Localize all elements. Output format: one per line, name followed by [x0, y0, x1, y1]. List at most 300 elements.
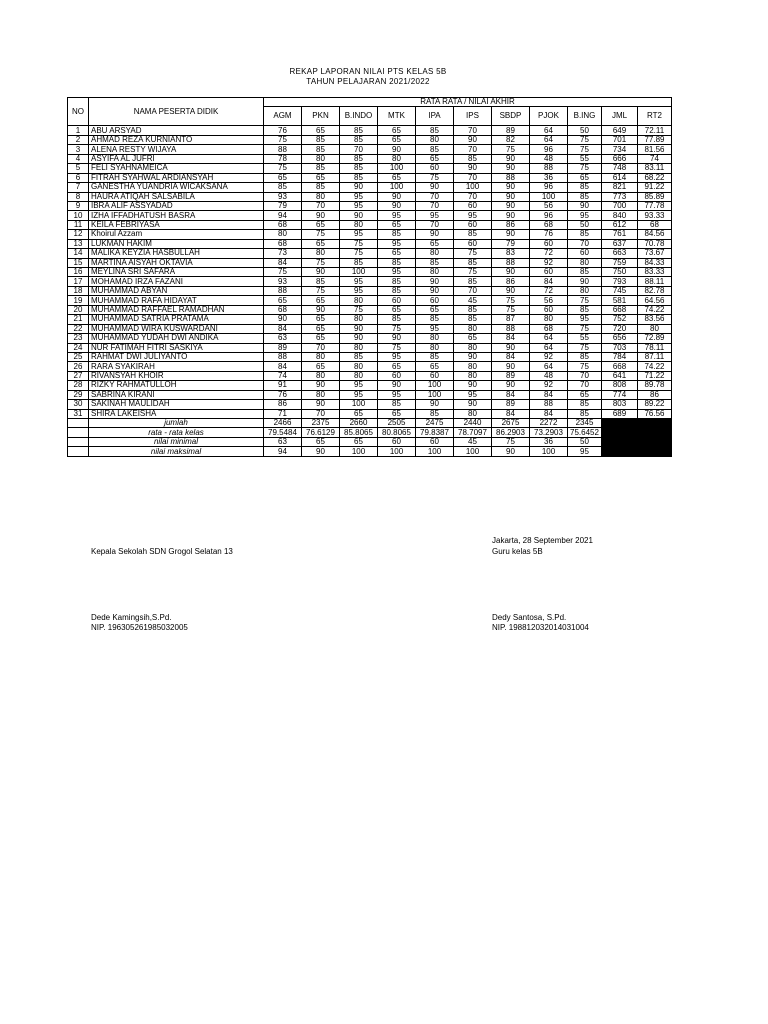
- score-cell: 80: [340, 371, 378, 380]
- score-cell: 85: [378, 277, 416, 286]
- score-cell: 85: [340, 258, 378, 267]
- score-cell: 90: [378, 192, 416, 201]
- score-cell: 87: [492, 315, 530, 324]
- score-cell: 840: [602, 211, 638, 220]
- score-cell: 90: [454, 352, 492, 361]
- score-cell: 45: [454, 296, 492, 305]
- summary-cell: 60: [378, 437, 416, 446]
- summary-cell: 73.2903: [530, 428, 568, 437]
- score-cell: 75: [302, 230, 340, 239]
- score-cell: 83.33: [638, 268, 672, 277]
- summary-cell: 85.8065: [340, 428, 378, 437]
- score-cell: 85: [568, 268, 602, 277]
- score-cell: 641: [602, 371, 638, 380]
- row-number: 8: [68, 192, 89, 201]
- header-name: NAMA PESERTA DIDIK: [89, 98, 264, 126]
- score-cell: 60: [530, 305, 568, 314]
- student-name: KEILA FEBRIYASA: [89, 220, 264, 229]
- score-cell: 50: [568, 126, 602, 135]
- score-cell: 649: [602, 126, 638, 135]
- score-cell: 55: [568, 334, 602, 343]
- summary-cell: 79.5484: [264, 428, 302, 437]
- score-cell: 701: [602, 135, 638, 144]
- score-cell: 85: [416, 126, 454, 135]
- score-cell: 90: [264, 315, 302, 324]
- score-cell: 80: [530, 315, 568, 324]
- student-name: MOHAMAD IRZA FAZANI: [89, 277, 264, 286]
- score-cell: 88: [264, 352, 302, 361]
- summary-row: [68, 437, 672, 446]
- score-cell: 90: [302, 305, 340, 314]
- score-cell: 65: [302, 296, 340, 305]
- score-cell: 95: [454, 211, 492, 220]
- score-cell: 72: [530, 286, 568, 295]
- score-cell: 65: [416, 239, 454, 248]
- score-cell: 68: [264, 305, 302, 314]
- row-number: 9: [68, 201, 89, 210]
- row-number: 11: [68, 220, 89, 229]
- score-cell: 65: [302, 220, 340, 229]
- score-cell: 90: [492, 164, 530, 173]
- row-number: 19: [68, 296, 89, 305]
- score-cell: 95: [340, 390, 378, 399]
- score-cell: 85.89: [638, 192, 672, 201]
- score-cell: 60: [378, 296, 416, 305]
- table-row: [68, 305, 672, 314]
- score-cell: 84: [530, 277, 568, 286]
- score-cell: 83.11: [638, 164, 672, 173]
- score-cell: 86: [638, 390, 672, 399]
- score-cell: 90: [378, 381, 416, 390]
- summary-cell: 78.7097: [454, 428, 492, 437]
- score-cell: 65: [378, 173, 416, 182]
- score-cell: 70: [302, 409, 340, 418]
- score-cell: 90: [378, 334, 416, 343]
- score-cell: 84: [492, 390, 530, 399]
- summary-spacer: [68, 428, 89, 437]
- student-name: GANESTHA YUANDRIA WICAKSANA: [89, 183, 264, 192]
- row-number: 4: [68, 154, 89, 163]
- student-name: IZHA IFFADHATUSH BASRA: [89, 211, 264, 220]
- student-name: FELI SYAHNAMEICA: [89, 164, 264, 173]
- score-cell: 96: [530, 211, 568, 220]
- score-cell: 90: [454, 135, 492, 144]
- score-cell: 56: [530, 296, 568, 305]
- score-cell: 80: [302, 352, 340, 361]
- score-cell: 70: [454, 192, 492, 201]
- score-cell: 80: [416, 249, 454, 258]
- score-cell: 89.22: [638, 400, 672, 409]
- score-cell: 75: [568, 343, 602, 352]
- student-name: MEYLINA SRI SAFARA: [89, 268, 264, 277]
- blacked-out-cell: [602, 419, 672, 457]
- score-cell: 80: [416, 343, 454, 352]
- student-name: AHMAD REZA KURNIANTO: [89, 135, 264, 144]
- score-cell: 803: [602, 400, 638, 409]
- score-cell: 75: [568, 296, 602, 305]
- score-cell: 720: [602, 324, 638, 333]
- score-cell: 84: [492, 352, 530, 361]
- score-cell: 668: [602, 305, 638, 314]
- score-cell: 92: [530, 352, 568, 361]
- score-cell: 88: [492, 173, 530, 182]
- row-number: 23: [68, 334, 89, 343]
- student-name: MUHAMMAD ABYAN: [89, 286, 264, 295]
- header-subject: MTK: [378, 107, 416, 126]
- table-row: [68, 371, 672, 380]
- score-cell: 95: [416, 324, 454, 333]
- summary-cell: 36: [530, 437, 568, 446]
- header-subject: SBDP: [492, 107, 530, 126]
- score-cell: 55: [568, 154, 602, 163]
- score-cell: 86: [492, 277, 530, 286]
- grades-table: [67, 97, 672, 457]
- score-cell: 64: [530, 362, 568, 371]
- score-cell: 70: [568, 371, 602, 380]
- score-cell: 70.78: [638, 239, 672, 248]
- score-cell: 90: [454, 381, 492, 390]
- score-cell: 85: [302, 164, 340, 173]
- summary-cell: 2466: [264, 419, 302, 428]
- summary-label: rata - rata kelas: [89, 428, 264, 437]
- score-cell: 88: [530, 400, 568, 409]
- score-cell: 85: [454, 230, 492, 239]
- score-cell: 87.11: [638, 352, 672, 361]
- student-name: LUKMAN HAKIM: [89, 239, 264, 248]
- student-name: ALENA RESTY WIJAYA: [89, 145, 264, 154]
- score-cell: 48: [530, 154, 568, 163]
- header-subject: PJOK: [530, 107, 568, 126]
- score-cell: 56: [530, 201, 568, 210]
- score-cell: 821: [602, 183, 638, 192]
- table-row: [68, 135, 672, 144]
- score-cell: 95: [568, 211, 602, 220]
- summary-cell: 100: [530, 447, 568, 456]
- score-cell: 80: [568, 286, 602, 295]
- score-cell: 700: [602, 201, 638, 210]
- table-row: [68, 343, 672, 352]
- score-cell: 75: [492, 145, 530, 154]
- score-cell: 81.56: [638, 145, 672, 154]
- score-cell: 85: [568, 192, 602, 201]
- score-cell: 89.78: [638, 381, 672, 390]
- score-cell: 85: [454, 154, 492, 163]
- score-cell: 85: [340, 135, 378, 144]
- score-cell: 85: [378, 230, 416, 239]
- summary-cell: 100: [378, 447, 416, 456]
- score-cell: 90: [454, 400, 492, 409]
- student-name: Khoirul Azzam: [89, 230, 264, 239]
- score-cell: 90: [416, 286, 454, 295]
- score-cell: 90: [340, 211, 378, 220]
- header-group: RATA RATA / NILAI AKHIR: [264, 98, 672, 107]
- table-row: [68, 268, 672, 277]
- score-cell: 90: [302, 211, 340, 220]
- score-cell: 85: [378, 400, 416, 409]
- summary-cell: 100: [454, 447, 492, 456]
- teacher-name: Dedy Santosa, S.Pd.: [492, 613, 567, 622]
- score-cell: 85: [454, 258, 492, 267]
- summary-cell: 100: [340, 447, 378, 456]
- score-cell: 80: [454, 343, 492, 352]
- student-name: NUR FATIMAH FITRI SASKIYA: [89, 343, 264, 352]
- score-cell: 75: [492, 305, 530, 314]
- score-cell: 90: [492, 381, 530, 390]
- table-row: [68, 183, 672, 192]
- score-cell: 95: [378, 352, 416, 361]
- row-number: 28: [68, 381, 89, 390]
- score-cell: 784: [602, 352, 638, 361]
- score-cell: 85: [416, 145, 454, 154]
- score-cell: 65: [340, 409, 378, 418]
- score-cell: 94: [264, 211, 302, 220]
- table-row: [68, 409, 672, 418]
- table-row: [68, 362, 672, 371]
- score-cell: 90: [492, 343, 530, 352]
- score-cell: 75: [378, 343, 416, 352]
- score-cell: 90: [416, 400, 454, 409]
- score-cell: 70: [454, 145, 492, 154]
- score-cell: 93: [264, 192, 302, 201]
- row-number: 29: [68, 390, 89, 399]
- table-row: [68, 390, 672, 399]
- student-name: MUHAMMAD RAFFAEL RAMADHAN: [89, 305, 264, 314]
- score-cell: 74: [638, 154, 672, 163]
- summary-cell: 2505: [378, 419, 416, 428]
- score-cell: 85: [416, 352, 454, 361]
- score-cell: 90: [302, 268, 340, 277]
- score-cell: 95: [340, 201, 378, 210]
- row-number: 26: [68, 362, 89, 371]
- score-cell: 80: [302, 390, 340, 399]
- score-cell: 71.22: [638, 371, 672, 380]
- score-cell: 95: [340, 277, 378, 286]
- row-number: 2: [68, 135, 89, 144]
- score-cell: 85: [568, 230, 602, 239]
- score-cell: 63: [264, 334, 302, 343]
- score-cell: 88.11: [638, 277, 672, 286]
- score-cell: 90: [492, 362, 530, 371]
- student-name: MUHAMMAD YUDAH DWI ANDIKA: [89, 334, 264, 343]
- score-cell: 79: [264, 201, 302, 210]
- score-cell: 65: [302, 315, 340, 324]
- place-date: Jakarta, 28 September 2021: [492, 536, 593, 545]
- score-cell: 748: [602, 164, 638, 173]
- score-cell: 64.56: [638, 296, 672, 305]
- score-cell: 773: [602, 192, 638, 201]
- score-cell: 85: [302, 183, 340, 192]
- table-row: [68, 230, 672, 239]
- score-cell: 80: [302, 249, 340, 258]
- score-cell: 60: [454, 239, 492, 248]
- score-cell: 65: [302, 173, 340, 182]
- summary-label: nilai minimal: [89, 437, 264, 446]
- score-cell: 96: [530, 183, 568, 192]
- score-cell: 85: [454, 315, 492, 324]
- score-cell: 90: [340, 334, 378, 343]
- score-cell: 65: [302, 239, 340, 248]
- score-cell: 86: [264, 400, 302, 409]
- score-cell: 84.56: [638, 230, 672, 239]
- score-cell: 703: [602, 343, 638, 352]
- score-cell: 75: [568, 164, 602, 173]
- score-cell: 77.78: [638, 201, 672, 210]
- score-cell: 75: [340, 249, 378, 258]
- summary-cell: 65: [302, 437, 340, 446]
- summary-cell: 95: [568, 447, 602, 456]
- score-cell: 80: [454, 371, 492, 380]
- header-subject: IPA: [416, 107, 454, 126]
- header-row-1: [68, 98, 672, 107]
- score-cell: 759: [602, 258, 638, 267]
- score-cell: 84: [264, 362, 302, 371]
- score-cell: 85: [264, 183, 302, 192]
- score-cell: 65: [568, 390, 602, 399]
- score-cell: 90: [340, 324, 378, 333]
- score-cell: 75: [302, 258, 340, 267]
- score-cell: 70: [416, 192, 454, 201]
- score-cell: 76: [264, 390, 302, 399]
- score-cell: 793: [602, 277, 638, 286]
- score-cell: 78: [264, 154, 302, 163]
- table-row: [68, 315, 672, 324]
- score-cell: 75: [454, 268, 492, 277]
- score-cell: 95: [378, 390, 416, 399]
- student-name: RIVANSYAH KHOIR: [89, 371, 264, 380]
- table-row: [68, 211, 672, 220]
- score-cell: 64: [530, 126, 568, 135]
- score-cell: 100: [416, 381, 454, 390]
- row-number: 25: [68, 352, 89, 361]
- summary-cell: 2660: [340, 419, 378, 428]
- summary-cell: 2345: [568, 419, 602, 428]
- score-cell: 65: [378, 362, 416, 371]
- score-cell: 65: [378, 220, 416, 229]
- row-number: 10: [68, 211, 89, 220]
- score-cell: 637: [602, 239, 638, 248]
- table-row: [68, 249, 672, 258]
- score-cell: 73.67: [638, 249, 672, 258]
- table-row: [68, 352, 672, 361]
- score-cell: 84: [492, 334, 530, 343]
- table-row: [68, 286, 672, 295]
- score-cell: 91: [264, 381, 302, 390]
- score-cell: 90: [416, 183, 454, 192]
- score-cell: 65: [264, 173, 302, 182]
- score-cell: 75: [302, 286, 340, 295]
- score-cell: 75: [264, 135, 302, 144]
- score-cell: 85: [568, 409, 602, 418]
- score-cell: 581: [602, 296, 638, 305]
- score-cell: 75: [264, 268, 302, 277]
- score-cell: 89: [492, 400, 530, 409]
- score-cell: 656: [602, 334, 638, 343]
- row-number: 15: [68, 258, 89, 267]
- score-cell: 90: [492, 201, 530, 210]
- score-cell: 90: [492, 154, 530, 163]
- score-cell: 60: [378, 371, 416, 380]
- score-cell: 71: [264, 409, 302, 418]
- row-number: 17: [68, 277, 89, 286]
- summary-row: [68, 419, 672, 428]
- score-cell: 85: [416, 409, 454, 418]
- score-cell: 60: [416, 371, 454, 380]
- score-cell: 85: [454, 305, 492, 314]
- score-cell: 86: [492, 220, 530, 229]
- score-cell: 85: [340, 352, 378, 361]
- score-cell: 72.89: [638, 334, 672, 343]
- score-cell: 85: [568, 400, 602, 409]
- score-cell: 774: [602, 390, 638, 399]
- score-cell: 90: [492, 192, 530, 201]
- score-cell: 85: [340, 126, 378, 135]
- score-cell: 90: [492, 183, 530, 192]
- header-subject: B.ING: [568, 107, 602, 126]
- score-cell: 60: [416, 164, 454, 173]
- score-cell: 70: [454, 286, 492, 295]
- row-number: 22: [68, 324, 89, 333]
- score-cell: 95: [340, 381, 378, 390]
- score-cell: 77.89: [638, 135, 672, 144]
- header-subject: RT2: [638, 107, 672, 126]
- score-cell: 80: [340, 362, 378, 371]
- student-name: RIZKY RAHMATULLOH: [89, 381, 264, 390]
- score-cell: 84.33: [638, 258, 672, 267]
- score-cell: 65: [378, 126, 416, 135]
- score-cell: 85: [302, 277, 340, 286]
- score-cell: 85: [378, 258, 416, 267]
- table-row: [68, 324, 672, 333]
- score-cell: 65: [302, 362, 340, 371]
- summary-cell: 2375: [302, 419, 340, 428]
- summary-row: [68, 428, 672, 437]
- score-cell: 74: [264, 371, 302, 380]
- student-name: IBRA ALIF ASSYADAD: [89, 201, 264, 210]
- score-cell: 752: [602, 315, 638, 324]
- summary-cell: 2272: [530, 419, 568, 428]
- score-cell: 90: [454, 164, 492, 173]
- score-cell: 734: [602, 145, 638, 154]
- score-cell: 95: [416, 211, 454, 220]
- student-name: SHIRA LAKEISHA: [89, 409, 264, 418]
- row-number: 13: [68, 239, 89, 248]
- score-cell: 666: [602, 154, 638, 163]
- score-cell: 65: [416, 154, 454, 163]
- score-cell: 85: [568, 183, 602, 192]
- summary-cell: 45: [454, 437, 492, 446]
- score-cell: 808: [602, 381, 638, 390]
- score-cell: 92: [530, 258, 568, 267]
- score-cell: 612: [602, 220, 638, 229]
- score-cell: 78.11: [638, 343, 672, 352]
- score-cell: 80: [302, 371, 340, 380]
- score-cell: 80: [302, 192, 340, 201]
- score-cell: 100: [340, 400, 378, 409]
- academic-year: TAHUN PELAJARAN 2021/2022: [306, 77, 430, 86]
- student-name: MUHAMMAD RAFA HIDAYAT: [89, 296, 264, 305]
- score-cell: 83: [492, 249, 530, 258]
- score-cell: 68: [530, 324, 568, 333]
- score-cell: 100: [530, 192, 568, 201]
- summary-cell: 86.2903: [492, 428, 530, 437]
- score-cell: 60: [454, 201, 492, 210]
- table-row: [68, 381, 672, 390]
- teacher-role: Guru kelas 5B: [492, 547, 543, 556]
- score-cell: 65: [264, 296, 302, 305]
- score-cell: 70: [454, 126, 492, 135]
- row-number: 1: [68, 126, 89, 135]
- student-name: MARTINA AISYAH OKTAVIA: [89, 258, 264, 267]
